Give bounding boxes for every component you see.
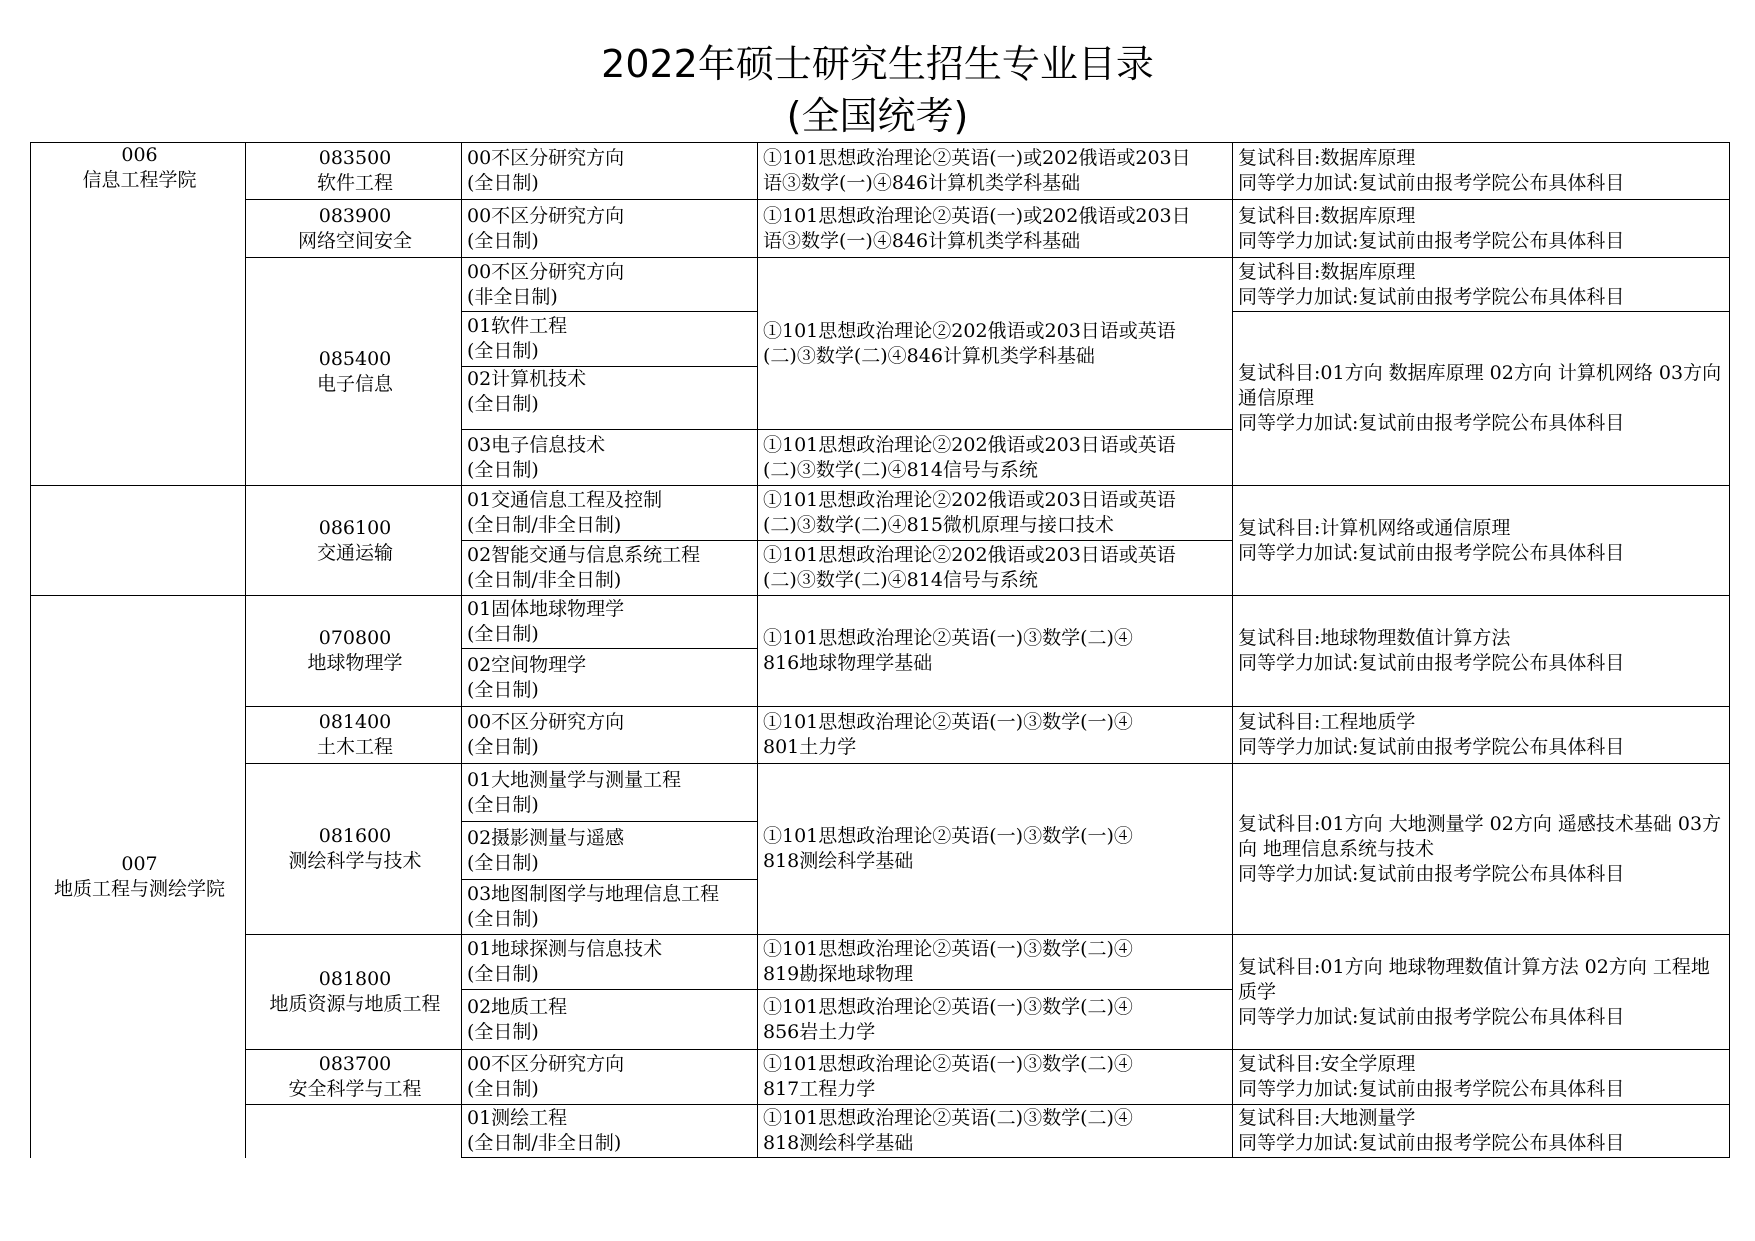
exam-line: ①101思想政治理论②英语(一)③数学(二)④ [763, 1053, 1133, 1075]
direction-name: 03电子信息技术 [467, 433, 606, 456]
direction-cell [462, 596, 758, 649]
equivalent-exam: 同等学力加试:复试前由报考学院公布具体科目 [1238, 652, 1625, 674]
exam-line: 819勘探地球物理 [763, 963, 914, 985]
study-mode: (全日制/非全日制) [467, 514, 622, 536]
exam-cell [758, 430, 1233, 486]
direction-name: 02摄影测量与遥感 [467, 826, 625, 849]
direction-cell [462, 486, 758, 541]
direction-cell [462, 143, 758, 200]
study-mode: (全日制/非全日制) [467, 1132, 622, 1154]
major-code: 086100 [318, 516, 392, 539]
major-name: 电子信息 [316, 372, 393, 395]
direction-cell [462, 312, 758, 367]
retest-subject: 复试科目:01方向 大地测量学 02方向 遥感技术基础 03方向 地理信息系统与技术 [1238, 812, 1722, 860]
table-row [31, 143, 1730, 200]
major-cell [246, 707, 462, 764]
major-name: 地质资源与地质工程 [269, 993, 441, 1015]
direction-cell [462, 541, 758, 596]
exam-line: 语③数学(一)④846计算机类学科基础 [763, 229, 1081, 252]
retest-subject: 复试科目:工程地质学 [1238, 711, 1416, 733]
major-cell [246, 258, 462, 486]
exam-line: ①101思想政治理论②英语(一)③数学(二)④ [763, 627, 1133, 649]
study-mode: (全日制) [467, 1078, 539, 1100]
table-row [31, 707, 1730, 764]
major-code: 085400 [318, 347, 392, 370]
retest-cell [1233, 200, 1730, 258]
study-mode: (全日制) [467, 623, 539, 645]
exam-line: ①101思想政治理论②英语(一)③数学(一)④ [763, 825, 1133, 847]
equivalent-exam: 同等学力加试:复试前由报考学院公布具体科目 [1238, 1132, 1625, 1154]
school-name: 信息工程学院 [82, 169, 197, 191]
study-mode: (全日制/非全日制) [467, 569, 622, 591]
exam-line: ①101思想政治理论②英语(二)③数学(二)④ [763, 1107, 1133, 1129]
direction-name: 03地图制图学与地理信息工程 [467, 883, 720, 905]
study-mode: (全日制) [467, 851, 539, 874]
equivalent-exam: 同等学力加试:复试前由报考学院公布具体科目 [1238, 862, 1625, 885]
direction-cell [462, 990, 758, 1050]
retest-subject: 复试科目:数据库原理 [1238, 260, 1416, 283]
table-row [31, 764, 1730, 822]
exam-line: ①101思想政治理论②202俄语或203日语或英语 [763, 433, 1176, 456]
study-mode: (全日制) [467, 793, 539, 816]
direction-name: 02空间物理学 [467, 653, 587, 676]
equivalent-exam: 同等学力加试:复试前由报考学院公布具体科目 [1238, 736, 1625, 758]
exam-line: 818测绘科学基础 [763, 1132, 914, 1154]
exam-line: ①101思想政治理论②202俄语或203日语或英语 [763, 319, 1176, 342]
major-cell [246, 1050, 462, 1105]
direction-cell [462, 1050, 758, 1105]
exam-line: ①101思想政治理论②英语(一)或202俄语或203日 [763, 204, 1191, 227]
table-row [31, 200, 1730, 258]
equivalent-exam: 同等学力加试:复试前由报考学院公布具体科目 [1238, 541, 1625, 564]
major-name: 测绘科学与技术 [288, 850, 422, 872]
exam-line: (二)③数学(二)④815微机原理与接口技术 [763, 514, 1114, 536]
school-name: 地质工程与测绘学院 [53, 877, 225, 900]
direction-name: 01固体地球物理学 [467, 598, 625, 620]
exam-line: ①101思想政治理论②英语(一)③数学(二)④ [763, 938, 1133, 960]
retest-cell [1233, 707, 1730, 764]
study-mode: (全日制) [467, 678, 539, 701]
direction-name: 02地质工程 [467, 995, 568, 1018]
direction-cell [462, 430, 758, 486]
exam-cell [758, 596, 1233, 707]
major-name: 地球物理学 [307, 652, 403, 674]
major-cell [246, 200, 462, 258]
retest-subject: 复试科目:地球物理数值计算方法 [1238, 627, 1511, 649]
exam-cell [758, 1105, 1233, 1158]
major-code: 083500 [318, 147, 392, 169]
retest-subject: 复试科目:数据库原理 [1238, 204, 1416, 227]
retest-cell [1233, 486, 1730, 596]
major-name: 安全科学与工程 [288, 1078, 422, 1100]
table-row [31, 1105, 1730, 1158]
retest-cell [1233, 1105, 1730, 1158]
table-row [31, 258, 1730, 312]
major-cell [246, 596, 462, 707]
direction-cell [462, 764, 758, 822]
exam-line: 801土力学 [763, 736, 857, 758]
exam-cell [758, 200, 1233, 258]
equivalent-exam: 同等学力加试:复试前由报考学院公布具体科目 [1238, 412, 1625, 434]
study-mode: (全日制) [467, 1020, 539, 1043]
study-mode: (全日制) [467, 229, 539, 252]
major-name: 网络空间安全 [297, 229, 412, 252]
study-mode: (全日制) [467, 172, 539, 194]
retest-subject: 复试科目:计算机网络或通信原理 [1238, 516, 1511, 539]
retest-cell [1233, 935, 1730, 1050]
major-code: 081600 [318, 825, 392, 847]
exam-cell [758, 935, 1233, 990]
major-cell [246, 764, 462, 935]
direction-cell [462, 880, 758, 935]
retest-subject: 复试科目:01方向 数据库原理 02方向 计算机网络 03方向 通信原理 [1238, 362, 1722, 409]
page-title: 2022年硕士研究生招生专业目录 [601, 42, 1154, 86]
direction-name: 00不区分研究方向 [467, 711, 625, 733]
exam-line: ①101思想政治理论②202俄语或203日语或英语 [763, 544, 1176, 566]
retest-cell [1233, 1050, 1730, 1105]
exam-cell [758, 258, 1233, 430]
study-mode: (全日制) [467, 908, 539, 930]
retest-cell [1233, 312, 1730, 486]
study-mode: (全日制) [467, 340, 539, 362]
major-code: 083700 [318, 1053, 392, 1075]
major-name: 交通运输 [316, 541, 393, 564]
exam-line: 817工程力学 [763, 1078, 876, 1100]
table-row [31, 486, 1730, 541]
program-catalog-table [30, 142, 1730, 1158]
exam-cell [758, 143, 1233, 200]
major-cell [246, 486, 462, 596]
exam-line: (二)③数学(二)④814信号与系统 [763, 569, 1038, 591]
exam-cell [758, 486, 1233, 541]
exam-line: ①101思想政治理论②英语(一)③数学(一)④ [763, 711, 1133, 733]
direction-cell [462, 935, 758, 990]
page-subtitle: (全国统考) [786, 94, 969, 138]
direction-name: 02计算机技术 [467, 368, 587, 390]
equivalent-exam: 同等学力加试:复试前由报考学院公布具体科目 [1238, 229, 1625, 252]
direction-cell [462, 822, 758, 880]
exam-line: 856岩土力学 [763, 1020, 876, 1043]
direction-name: 01地球探测与信息技术 [467, 938, 663, 960]
direction-name: 01交通信息工程及控制 [467, 489, 663, 511]
exam-cell [758, 990, 1233, 1050]
exam-cell [758, 541, 1233, 596]
table-row [31, 596, 1730, 649]
direction-cell [462, 258, 758, 312]
major-cell [246, 935, 462, 1050]
study-mode: (全日制) [467, 963, 539, 985]
major-cell [246, 143, 462, 200]
exam-line: ①101思想政治理论②202俄语或203日语或英语 [763, 489, 1176, 511]
exam-line: ①101思想政治理论②英语(一)或202俄语或203日 [763, 147, 1191, 169]
exam-line: 818测绘科学基础 [763, 850, 914, 872]
exam-line: 语③数学(一)④846计算机类学科基础 [763, 172, 1081, 194]
exam-cell [758, 707, 1233, 764]
retest-cell [1233, 596, 1730, 707]
school-code: 007 [121, 852, 158, 875]
retest-cell [1233, 764, 1730, 935]
direction-cell [462, 200, 758, 258]
table-row [31, 935, 1730, 990]
exam-line: (二)③数学(二)④814信号与系统 [763, 458, 1038, 481]
equivalent-exam: 同等学力加试:复试前由报考学院公布具体科目 [1238, 1078, 1625, 1100]
retest-subject: 复试科目:安全学原理 [1238, 1053, 1416, 1075]
study-mode: (全日制) [467, 458, 539, 481]
major-code: 070800 [318, 627, 392, 649]
study-mode: (全日制) [467, 736, 539, 758]
exam-line: (二)③数学(二)④846计算机类学科基础 [763, 344, 1095, 367]
retest-cell [1233, 143, 1730, 200]
direction-name: 00不区分研究方向 [467, 147, 625, 169]
equivalent-exam: 同等学力加试:复试前由报考学院公布具体科目 [1238, 285, 1625, 308]
exam-line: 816地球物理学基础 [763, 652, 933, 674]
exam-line: ①101思想政治理论②英语(一)③数学(二)④ [763, 995, 1133, 1018]
retest-cell [1233, 258, 1730, 312]
study-mode: (非全日制) [467, 285, 558, 308]
major-code: 081400 [318, 711, 392, 733]
equivalent-exam: 同等学力加试:复试前由报考学院公布具体科目 [1238, 1005, 1625, 1028]
table-row [31, 1050, 1730, 1105]
major-code: 081800 [318, 968, 392, 990]
exam-cell [758, 764, 1233, 935]
major-name: 软件工程 [316, 172, 393, 194]
direction-name: 01大地测量学与测量工程 [467, 768, 682, 791]
school-code: 006 [121, 144, 158, 166]
direction-cell [462, 1105, 758, 1158]
retest-subject: 复试科目:大地测量学 [1238, 1107, 1416, 1129]
major-cell-continued [246, 1105, 462, 1158]
direction-cell [462, 367, 758, 430]
school-cell-continued [31, 486, 246, 596]
retest-subject: 复试科目:01方向 地球物理数值计算方法 02方向 工程地质学 [1238, 955, 1710, 1003]
school-cell [31, 143, 246, 486]
major-code: 083900 [318, 204, 392, 227]
direction-cell [462, 707, 758, 764]
equivalent-exam: 同等学力加试:复试前由报考学院公布具体科目 [1238, 172, 1625, 194]
exam-cell [758, 1050, 1233, 1105]
major-name: 土木工程 [316, 736, 393, 758]
direction-name: 01软件工程 [467, 315, 568, 337]
direction-name: 02智能交通与信息系统工程 [467, 544, 701, 566]
direction-name: 00不区分研究方向 [467, 260, 625, 283]
direction-name: 01测绘工程 [467, 1107, 568, 1129]
direction-cell [462, 649, 758, 707]
retest-subject: 复试科目:数据库原理 [1238, 147, 1416, 169]
school-cell [31, 596, 246, 1158]
direction-name: 00不区分研究方向 [467, 204, 625, 227]
direction-name: 00不区分研究方向 [467, 1053, 625, 1075]
study-mode: (全日制) [467, 393, 539, 415]
